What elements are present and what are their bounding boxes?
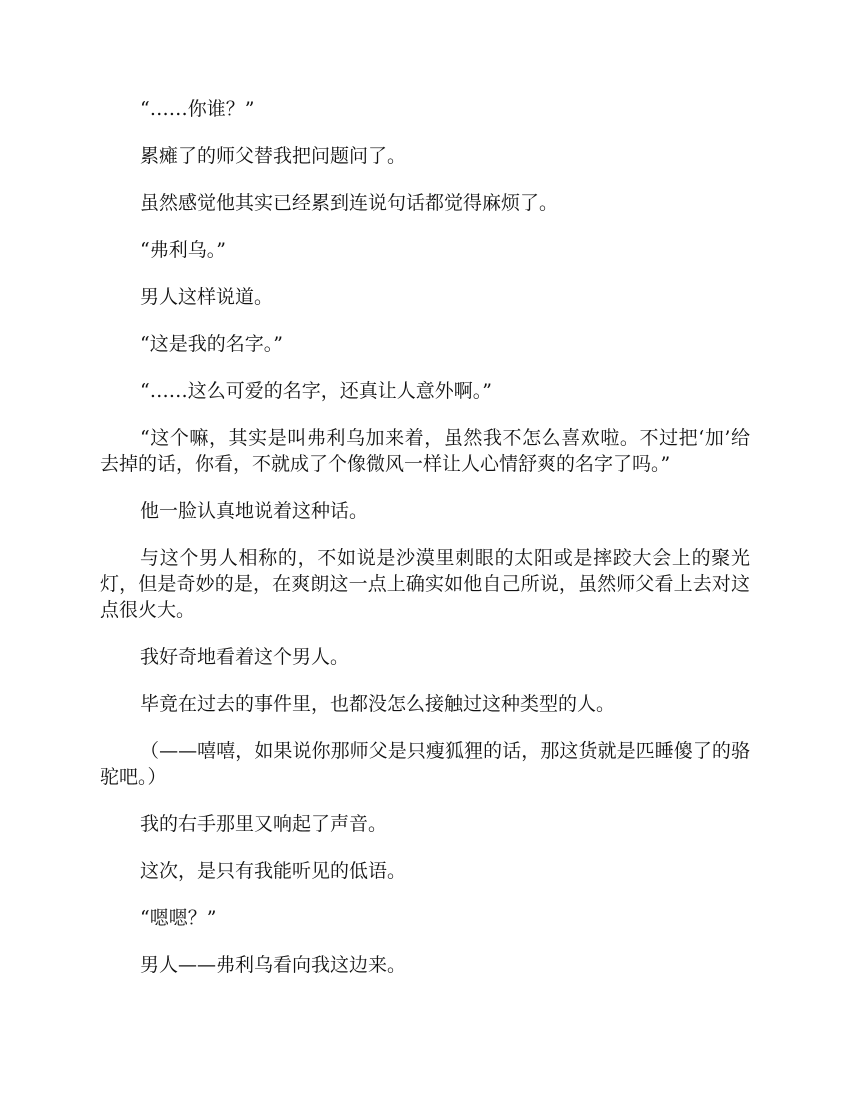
paragraph: 男人——弗利乌看向我这边来。 (140, 954, 407, 976)
paragraph: 与这个男人相称的，不如说是沙漠里刺眼的太阳或是摔跤大会上的聚光灯，但是奇妙的是，在爽朗这一点上确实如他自己所说，虽然师父看上去对这点很火大。 (100, 547, 750, 621)
paragraph: 我的右手那里又响起了声音。 (140, 813, 388, 835)
paragraph: 他一脸认真地说着这种话。 (140, 500, 369, 522)
paragraph: 这次，是只有我能听见的低语。 (140, 860, 407, 882)
paragraph: （——嘻嘻，如果说你那师父是只瘦狐狸的话，那这货就是匹睡傻了的骆驼吧。） (100, 740, 750, 788)
paragraph: “弗利乌。” (140, 239, 226, 261)
paragraph: “……你谁？” (140, 98, 255, 120)
paragraph: “……这么可爱的名字，还真让人意外啊。” (140, 380, 492, 402)
paragraph: “这个嘛，其实是叫弗利乌加来着，虽然我不怎么喜欢啦。不过把‘加’给去掉的话，你看，不就成了个像微风一样让人心情舒爽的名字了吗。” (100, 427, 750, 475)
paragraph: “这是我的名字。” (140, 333, 283, 355)
paragraph: 毕竟在过去的事件里，也都没怎么接触过这种类型的人。 (140, 693, 616, 715)
paragraph: 男人这样说道。 (140, 286, 274, 308)
paragraph: “嗯嗯？” (140, 907, 217, 929)
paragraph: 累瘫了的师父替我把问题问了。 (140, 145, 407, 167)
document-page (100, 96, 750, 999)
paragraph: 虽然感觉他其实已经累到连说句话都觉得麻烦了。 (140, 192, 559, 214)
paragraph: 我好奇地看着这个男人。 (140, 646, 350, 668)
